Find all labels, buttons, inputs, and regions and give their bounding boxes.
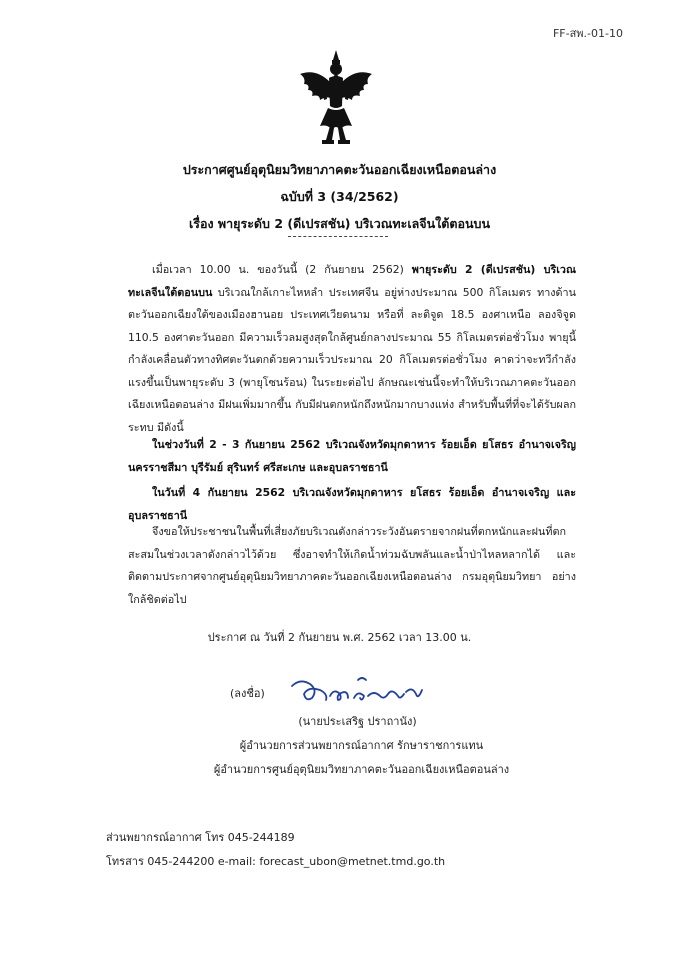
- paragraph-affected-sep-4: ในวันที่ 4 กันยายน 2562 บริเวณจังหวัดมุกดาหาร ยโสธร ร้อยเอ็ด อำนาจเจริญ และอุบลราชธานี: [128, 486, 576, 522]
- footer-fax-email: โทรสาร 045-244200 e-mail: forecast_ubon@metnet.tmd.go.th: [106, 855, 446, 868]
- p1-intro: เมื่อเวลา 10.00 น. ของวันนี้ (2 กันยายน 2562): [152, 263, 412, 276]
- signer-position-2: ผู้อำนวยการศูนย์อุตุนิยมวิทยาภาคตะวันออกเฉียงเหนือตอนล่าง: [213, 763, 510, 776]
- announcement-date: ประกาศ ณ วันที่ 2 กันยายน พ.ศ. 2562 เวลา 13.00 น.: [207, 631, 472, 644]
- announcement-subject: เรื่อง พายุระดับ 2 (ดีเปรสชัน) บริเวณทะเลจีนใต้ตอนบน: [188, 216, 491, 231]
- signer-name: (นายประเสริฐ ปราถานัง): [298, 715, 417, 728]
- p1-storm-name: พายุระดับ 2 (ดีเปรสชัน) บริเวณทะเลจีนใต้ตอนบน: [128, 263, 577, 299]
- issue-number: ฉบับที่ 3 (34/2562): [280, 189, 399, 204]
- p1-description: บริเวณใกล้เกาะไหหลำ ประเทศจีน อยู่ห่างประมาณ 500 กิโลเมตร ทางด้านตะวันออกเฉียงใต้ของเมืองฮานอย ประเทศเวียดนาม หรือที่ ละติจูด 18.5 องศาเหนือ ลองจิจูด 110.5 องศาตะวันออก มีความเร็วลมสูงสุดใกล้ศูนย์กลางประมาณ 55 กิโลเมตรต่อชั่วโมง พายุนี้กำลังเคลื่อนตัวทางทิศตะวันตกด้วยความเร็วประมาณ 20 กิโลเมตรต่อชั่วโมง คาดว่าจะทวีกำลังแรงขึ้นเป็นพายุระดับ 3 (พายุโซนร้อน) ในระยะต่อไป ลักษณะเช่นนี้จะทำให้บริเวณภาคตะวันออกเฉียงเหนือตอนล่าง มีฝนเพิ่มมากขึ้น กับมีฝนตกหนักถึงหนักมากบางแห่ง สำหรับพื้นที่ที่จะได้รับผลกระทบ มีดังนี้: [128, 285, 576, 434]
- title-separator: [288, 236, 388, 237]
- paragraph-warning: จึงขอให้ประชาชนในพื้นที่เสี่ยงภัยบริเวณดังกล่าวระวังอันตรายจากฝนที่ตกหนักและฝนที่ตกสะสมในช่วงเวลาดังกล่าวไว้ด้วย ซึ่งอาจทำให้เกิดน้ำท่วมฉับพลันและน้ำป่าไหลหลากได้ และติดตามประกาศจากศูนย์อุตุนิยมวิทยาภาคตะวันออกเฉียงเหนือตอนล่าง กรมอุตุนิยมวิทยา อย่างใกล้ชิดต่อไป: [128, 525, 576, 606]
- garuda-emblem: [296, 48, 376, 146]
- announcement-title: ประกาศศูนย์อุตุนิยมวิทยาภาคตะวันออกเฉียงเหนือตอนล่าง: [182, 162, 497, 177]
- paragraph-storm-details: [128, 259, 576, 439]
- signed-label: (ลงชื่อ): [230, 687, 265, 700]
- paragraph-affected-sep-2-3: ในช่วงวันที่ 2 - 3 กันยายน 2562 บริเวณจังหวัดมุกดาหาร ร้อยเอ็ด ยโสธร อำนาจเจริญ นครราชสีมา บุรีรัมย์ สุรินทร์ ศรีสะเกษ และอุบลราชธานี: [128, 438, 576, 474]
- footer-phone: ส่วนพยากรณ์อากาศ โทร 045-244189: [106, 831, 295, 844]
- signer-position-1: ผู้อำนวยการส่วนพยากรณ์อากาศ รักษาราชการแทน: [239, 739, 484, 752]
- handwritten-signature: [288, 672, 428, 712]
- document-code: FF-สพ.-01-10: [552, 27, 623, 40]
